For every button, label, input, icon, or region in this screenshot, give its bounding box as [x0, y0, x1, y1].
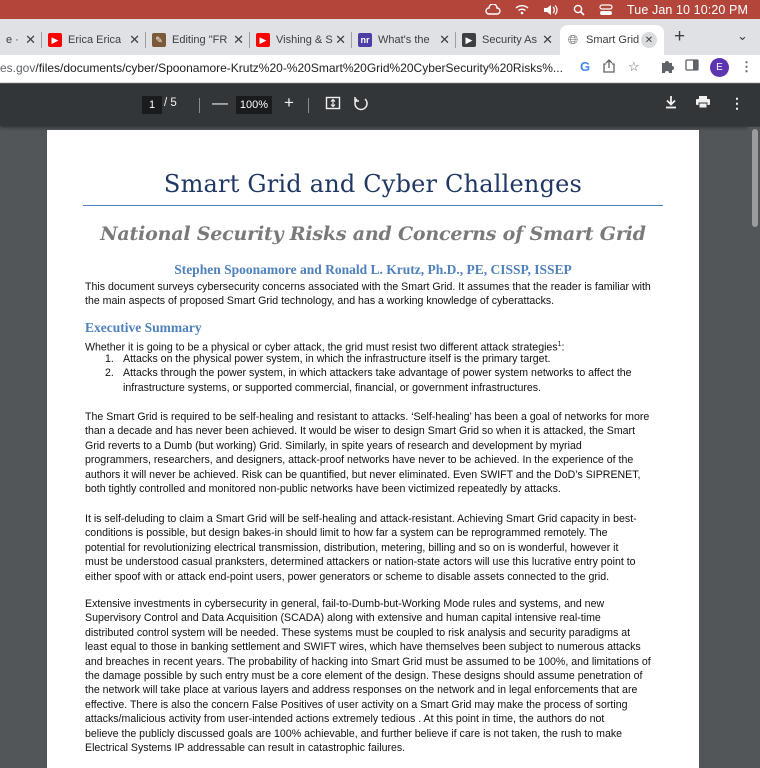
body-paragraph-self-healing	[85, 410, 665, 496]
paragraph-line: programmers, researchers, and designers, attack-proof networks have never to be achieved. In the experience of the	[85, 454, 634, 467]
url-path: /files/documents/cyber/Spoonamore-Krutz%20-%20Smart%20Grid%20CyberSecurity%20Risks%...	[35, 61, 563, 75]
creative-cloud-icon[interactable]	[485, 0, 501, 19]
paragraph-line: distributed control system will be needed. These systems must be coupled to risk analysis and security paradigms at	[85, 626, 631, 639]
browser-tab[interactable]	[146, 25, 250, 55]
browser-tab[interactable]	[456, 25, 559, 55]
document-authors: Stephen Spoonamore and Ronald L. Krutz, Ph.D., PE, CISSP, ISSEP	[174, 262, 572, 277]
fit-to-page-icon[interactable]	[325, 95, 341, 114]
paragraph-line: believe the publicly discussed goals are 100% achievable, and further believe if care is not taken, the rush to make	[85, 727, 623, 740]
download-icon[interactable]	[664, 95, 678, 112]
menu-bar-clock[interactable]: Tue Jan 10 10:20 PM	[627, 2, 748, 17]
browser-tab[interactable]	[42, 25, 146, 55]
paragraph-line: Electrical Systems IP addressable can result in catastrophic failures.	[85, 742, 406, 755]
paragraph-line: Grid reverts to a Dumb (but working) Grid. Similarly, in spite years of research and development by myriad	[85, 439, 582, 452]
address-bar[interactable]	[0, 55, 760, 83]
paragraph-line: Extensive investments in cybersecurity in general, fail-to-Dumb-but-Working Mode rules and systems, and new	[85, 598, 605, 610]
browser-tab[interactable]	[0, 25, 42, 55]
pdf-scrollbar-thumb[interactable]	[752, 129, 758, 227]
tab-search-chevron-icon[interactable]: ⌄	[737, 28, 748, 43]
paragraph-line: attacks/malicious activity from user-intended actions extremely tedious . At this point in time, the authors do not	[85, 713, 605, 726]
chrome-menu-kebab-icon[interactable]: ⋮	[740, 59, 753, 74]
tab-close-icon[interactable]: ✕	[641, 32, 657, 48]
control-center-icon[interactable]	[599, 0, 613, 19]
tab-close-icon[interactable]: ✕	[25, 32, 36, 47]
page-total-label: / 5	[164, 97, 177, 109]
youtube-favicon-icon: ▶	[256, 33, 270, 47]
list-number: 1.	[105, 353, 114, 365]
lead-colon: :	[561, 341, 565, 354]
spotlight-search-icon[interactable]	[573, 0, 585, 19]
paragraph-line: must be understood casual pranksters, determined attackers or nation-state actors will use this lucrative entry point to	[85, 556, 636, 569]
new-tab-plus-icon[interactable]: +	[674, 26, 686, 47]
list-item-text: Attacks through the power system, in which attackers take advantage of power system networks to affect the infrastructure systems, or supported commercial, financial, or government infrastructures.	[123, 367, 632, 394]
globe-favicon-icon: 🌐︎	[567, 32, 579, 47]
list-item-text: Attacks on the physical power system, in which the infrastructure itself is the primary target.	[123, 353, 551, 365]
tab-title: Security As	[482, 34, 538, 46]
zoom-out-icon[interactable]: —	[212, 95, 228, 112]
youtube-favicon-icon: ▶	[48, 33, 62, 47]
toolbar-divider	[199, 98, 200, 113]
tab-title: e ·	[6, 34, 19, 46]
tab-title: Vishing & S	[276, 34, 333, 46]
tab-close-icon[interactable]: ✕	[233, 32, 244, 47]
list-item	[105, 366, 665, 395]
paragraph-line: The Smart Grid is required to be self-healing and resistant to attacks. ‘Self-healing’ has been a goal of networks for more	[85, 411, 650, 423]
wifi-icon[interactable]	[515, 0, 529, 19]
browser-tab[interactable]	[352, 25, 456, 55]
extensions-puzzle-icon[interactable]	[660, 59, 674, 76]
url-field[interactable]	[0, 61, 563, 75]
toolbar-divider	[308, 98, 309, 113]
share-icon[interactable]	[603, 59, 615, 76]
url-host: es.gov	[0, 61, 36, 75]
side-panel-icon[interactable]	[685, 59, 699, 74]
paragraph-line: either spoof with or attack end-point users, power generators or scheme to disable assets connected to the grid.	[85, 570, 610, 583]
title-underline-rule	[83, 205, 663, 206]
zoom-in-icon[interactable]: +	[284, 93, 294, 112]
tab-title: Editing "FR	[172, 34, 228, 46]
browser-tab-active[interactable]	[560, 25, 664, 55]
tab-title: What's the	[378, 34, 430, 46]
browser-tab[interactable]	[250, 25, 352, 55]
document-subtitle: National Security Risks and Concerns of Smart Grid	[100, 223, 646, 245]
page-number-input[interactable]: 1	[142, 96, 162, 114]
zoom-level-input[interactable]: 100%	[236, 96, 272, 114]
pdf-more-options-icon[interactable]: ⋮	[730, 95, 744, 111]
attack-strategy-list	[105, 352, 665, 395]
paragraph-line: potential for revolutionizing electrical transmission, distribution, metering, billing and so on is wonderful, however it	[85, 541, 619, 554]
paragraph-line: both tightly controlled and monitored non-public networks have been victimized repeatedly by attacks.	[85, 483, 561, 496]
body-paragraph-self-deluding	[85, 512, 665, 584]
volume-icon[interactable]	[543, 0, 559, 19]
paragraph-line: than a decade and has never been achieved. It would be wiser to design Smart Grid so when it is attacked, the Smart	[85, 425, 636, 438]
pdf-page	[47, 130, 699, 768]
intro-paragraph: This document surveys cybersecurity concerns associated with the Smart Grid. It assumes that the reader is familiar with the main aspects of proposed Smart Grid technology, and has a working knowledge of cyberattacks.	[85, 281, 651, 308]
paragraph-line: Supervisory Control and Data Acquisition (SCADA) along with extensive and human capital intensive real-time	[85, 612, 601, 625]
tab-title: Smart Grid	[586, 34, 640, 46]
footnote-marker[interactable]: 1	[557, 341, 562, 348]
list-item	[105, 352, 665, 366]
tab-title: Erica Erica	[68, 34, 122, 46]
paragraph-line: It is self-deluding to claim a Smart Grid will be self-healing and attack-resistant. Achieving Smart Grid capacity in best-	[85, 513, 637, 525]
pdf-toolbar	[0, 84, 760, 126]
video-favicon-icon: ▶	[462, 33, 476, 47]
paragraph-line: authors it will never be achieved. Risk can be quantified, but never eliminated. Even SWIFT and the DoD’s SIPRENET,	[85, 468, 641, 481]
tab-close-icon[interactable]: ✕	[542, 32, 553, 47]
list-number: 2.	[105, 367, 114, 380]
profile-avatar[interactable]: E	[710, 58, 729, 77]
browser-tab-strip	[0, 19, 760, 55]
print-icon[interactable]	[695, 95, 711, 112]
nr-favicon-icon: nr	[358, 33, 372, 47]
macos-menu-bar	[0, 0, 760, 19]
body-paragraph-investments	[85, 597, 665, 755]
paragraph-line: conditions is possible, but design bakes-in should limit to how far a system can be reprogrammed remotely. The	[85, 527, 608, 540]
google-lens-icon[interactable]: G	[580, 59, 591, 74]
paragraph-line: and breaches in recent years. The probability of hacking into Smart Grid must be assumed to be 100%, and limitations of	[85, 655, 651, 668]
paragraph-line: effective. There is also the concern False Positives of user activity on a Smart Grid may make the process of sorting	[85, 698, 628, 711]
tab-close-icon[interactable]: ✕	[439, 32, 450, 47]
document-title: Smart Grid and Cyber Challenges	[163, 170, 583, 198]
bookmark-star-icon[interactable]: ☆	[628, 59, 640, 74]
paragraph-line: the damage possible by such entry must be a core element of the design. These designs should assume penetration of	[85, 670, 643, 683]
paragraph-line: the network will take place at various layers and address responses on the network and in legal enforcements that are	[85, 684, 638, 697]
paragraph-line: least equal to those in banking settlement and SWIFT wires, which have themselves been subject to numerous attacks	[85, 641, 641, 654]
editor-favicon-icon: ✎	[152, 33, 166, 47]
lead-text: Whether it is going to be a physical or cyber attack, the grid must resist two different attack strategies	[85, 341, 558, 354]
tab-close-icon[interactable]: ✕	[335, 32, 346, 47]
rotate-icon[interactable]	[353, 95, 369, 114]
executive-summary-heading: Executive Summary	[85, 320, 202, 335]
tab-close-icon[interactable]: ✕	[129, 32, 140, 47]
